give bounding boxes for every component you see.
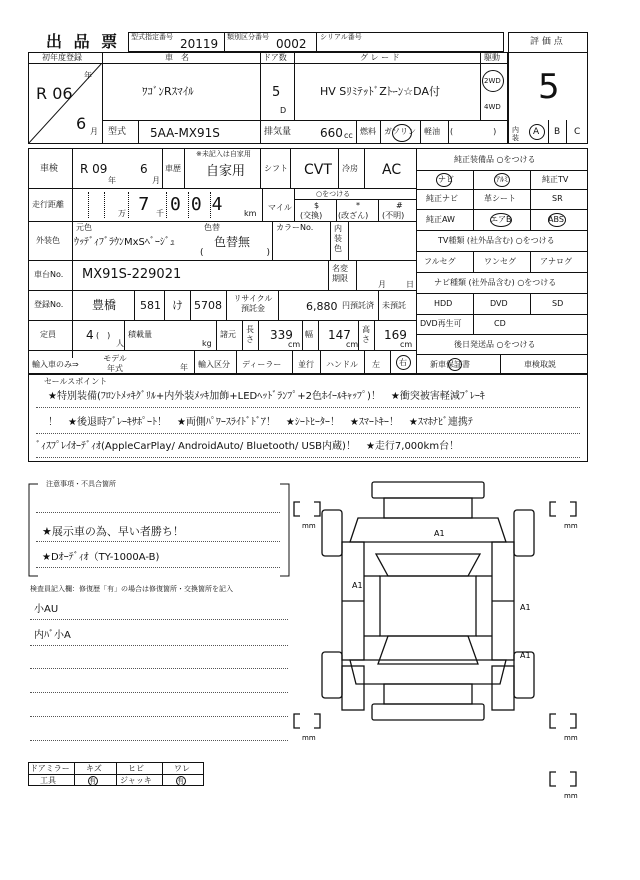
exch-label: (交換) (300, 211, 323, 220)
import-class-label: 輸入区分 (198, 360, 230, 369)
sen-unit: 千 (156, 209, 164, 218)
shaken-era: R 09 (80, 162, 108, 176)
first-reg-label: 初年度登録 (42, 53, 82, 62)
score-label: 評 価 点 (530, 37, 563, 47)
mm-label-fl: mm (302, 522, 316, 530)
doors-label: ドア数 (263, 53, 287, 62)
legend-jack-have: 有 (177, 777, 184, 785)
mileage-label: 走行距離 (32, 200, 64, 209)
transfer-label: 名変期限 (332, 264, 348, 283)
equip-tv: 純正TV (542, 175, 569, 184)
height: 169 (384, 328, 407, 342)
exch-sym: $ (314, 201, 320, 210)
first-reg-era: R 06 (36, 84, 73, 103)
recycle-status: 未預託 (382, 301, 406, 310)
recycle-unit: 円預託済 (342, 301, 374, 310)
legend-kizu: キズ (86, 764, 102, 773)
tv-title: TV種類 (社外品含む) ○をつける (438, 236, 555, 245)
sales-line-3: ﾞｨｽﾌﾟﾚｲｵｰﾃﾞｨｵ(AppleCarPlay/ AndroidAuto/ Bluetooth/ USB内蔵)！ ★走行7,000km台！ (36, 441, 460, 452)
first-reg-month-unit: 月 (90, 127, 98, 136)
unk-label: (不明) (382, 211, 405, 220)
fuel-blank: ( ) (450, 127, 497, 136)
notes-line-2: ★Dｵｰﾃﾞｨｵ（TY-1000A-B) (42, 552, 160, 563)
grade-label: グ レ ー ド (360, 53, 400, 62)
damage-mark-right-rear: A1 (520, 651, 531, 660)
reg-class: 581 (140, 299, 161, 312)
sales-label: セールスポイント (44, 377, 108, 386)
load-unit: kg (202, 339, 212, 348)
door-sub: D (280, 106, 287, 115)
model: 5AA-MX91S (150, 126, 220, 140)
shift-label: シフト (264, 164, 288, 173)
inspector-label: 検査員記入欄：修復歴「有」の場合は修復箇所・交換箇所を記入 (30, 585, 233, 593)
reg-label: 登録No. (34, 300, 64, 309)
legend-mirror: ドアミラー (30, 764, 70, 773)
load-label: 積載量 (128, 330, 152, 339)
legend-tools-have: 有 (89, 777, 96, 785)
drive-label: 駆動 (484, 53, 500, 62)
wid-label: 幅 (305, 330, 313, 339)
shaken-label: 車検 (40, 164, 59, 174)
mm-label-fr: mm (564, 522, 578, 530)
kai-label: (改ざん) (338, 211, 369, 220)
later-manual: 車検取説 (524, 360, 556, 369)
transfer-day: 日 (406, 280, 414, 289)
navi-title: ナビ種類 (社外品含む) ○をつける (434, 278, 557, 287)
mm-label-rr: mm (564, 734, 578, 742)
length: 339 (270, 328, 293, 342)
cool: AC (382, 162, 402, 178)
recycle-label: リサイクル預託金 (233, 294, 273, 313)
score-value: 5 (538, 67, 560, 107)
first-reg-year-unit: 年 (84, 71, 92, 80)
equip-airbag: エアB (490, 215, 512, 224)
later-warranty: 新車保証書 (430, 360, 470, 369)
mileage-man: 7 (138, 194, 150, 215)
color-note-label: 色替 (204, 223, 220, 232)
type-no: 20119 (180, 37, 219, 51)
type-no-label: 型式指定番号 (131, 33, 173, 41)
history-label: 車歴 (165, 164, 181, 173)
int-b: B (554, 127, 561, 137)
orig-color-label: 元色 (76, 223, 92, 232)
equip-alumi: ｱﾙﾐ (496, 175, 508, 184)
cat-no-label: 類別区分番号 (227, 33, 269, 41)
dvd-cd: CD (494, 319, 506, 328)
int-a: A (533, 127, 540, 137)
len-unit: cm (288, 340, 301, 349)
dim-label: 諸元 (220, 330, 236, 339)
capacity: 4 (86, 328, 94, 342)
shaken-year-unit: 年 (108, 176, 116, 185)
sales-line-2: ！ ★後退時ﾌﾞﾚｰｷｻﾎﾟｰﾄ！ ★両側ﾊﾟﾜｰｽﾗｲﾄﾞﾄﾞｱ！ ★ｼｰﾄﾋｰﾀｰ！ ★ｽﾏｰﾄｷｰ！ ★ｽﾏﾎﾅﾋﾞ連携ﾃ (48, 417, 473, 428)
car-name-label: 車 名 (165, 53, 189, 62)
disp-unit: cc (344, 131, 353, 140)
len-label: 長さ (246, 325, 254, 344)
chassis-no: MX91S-229021 (82, 267, 182, 282)
kai-sym: * (356, 201, 360, 210)
cool-label: 冷房 (342, 164, 358, 173)
disp-label: 排気量 (264, 127, 292, 137)
handle-left: 左 (372, 360, 380, 369)
equip-leather: 革シート (484, 194, 516, 203)
legend-tools: 工具 (40, 776, 56, 785)
capacity-paren: ( ) (96, 331, 111, 340)
reg-number: 5708 (194, 299, 222, 312)
sales-line-1: ★特別装備(ﾌﾛﾝﾄﾒｯｷｸﾞﾘﾙ+内外装ﾒｯｷ加飾+LEDﾍｯﾄﾞﾗﾝﾌﾟ+2色ﾎｲｰﾙｷｬｯﾌﾟ)！ ★衝突被害軽減ﾌﾞﾚｰｷ (48, 391, 485, 402)
later-title: 後日発送品 ○をつける (454, 340, 536, 349)
orig-color: ｳｯﾃﾞｨﾌﾞﾗｳﾝMxSﾍﾞｰｼﾞｭ (74, 237, 175, 248)
equip-abs: ABS (548, 215, 564, 224)
equip-title: 純正装備品 ○をつける (454, 155, 536, 164)
width: 147 (328, 328, 351, 342)
fuel-label: 燃料 (360, 127, 376, 136)
int-c: C (574, 127, 581, 137)
displacement: 660 (320, 126, 343, 140)
serial-label: シリアル番号 (320, 33, 362, 41)
cat-no: 0002 (276, 37, 307, 51)
handle-label: ハンドル (326, 360, 358, 369)
color-paren: ( ) (200, 248, 271, 258)
fuel-light: 軽油 (424, 127, 440, 136)
history-note: ※未記入は自家用 (196, 150, 251, 158)
hgt-unit: cm (400, 340, 413, 349)
first-reg-month: 6 (76, 114, 87, 133)
legend-ware: ワレ (174, 764, 190, 773)
navi-dvd: DVD (490, 299, 508, 308)
capacity-unit: 人 (116, 339, 124, 348)
notes-label: 注意事項・不具合箇所 (46, 480, 116, 488)
damage-mark-left: A1 (352, 581, 363, 590)
legend-jack: ジャッキ (120, 776, 152, 785)
import-label: 輸入車のみ⇒ (32, 360, 79, 369)
sheet-title: 出 品 票 (46, 32, 121, 51)
drive-2wd: 2WD (484, 77, 501, 85)
legend-hibi: ヒビ (128, 764, 144, 773)
navi-sd: SD (552, 299, 564, 308)
model-year-label: モデル年式 (103, 354, 127, 373)
inspector-line-1: 小AU (34, 604, 59, 615)
drive-4wd: 4WD (484, 103, 501, 111)
shift: CVT (304, 162, 332, 178)
damage-mark-hood: A1 (434, 529, 445, 538)
unk-sym: # (396, 201, 403, 210)
notes-line-1: ★展示車の為、早い者勝ち！ (42, 525, 184, 538)
int-label: 内装 (512, 126, 519, 142)
shaken-month: 6 (140, 162, 148, 176)
hgt-label: 高さ (362, 325, 370, 344)
doors: 5 (272, 85, 281, 100)
mile-label: マイル (268, 203, 292, 212)
reg-kana: け (172, 299, 183, 312)
color-change: 色替無 (214, 235, 251, 249)
mm-label-rl: mm (302, 734, 316, 742)
model-label: 型式 (108, 127, 127, 137)
reg-place: 豊橋 (92, 298, 117, 312)
history: 自家用 (206, 164, 246, 179)
grade: HV SﾘﾐﾃｯﾄﾞZﾄｰﾝ☆DA付 (320, 85, 440, 98)
dvd-label: DVD再生可 (420, 319, 462, 328)
recycle-amount: 6,880 (306, 300, 338, 313)
dealer-option: ディーラー (242, 360, 282, 369)
color-no-label: カラーNo. (276, 223, 314, 232)
mileage-sen: 004 (170, 194, 233, 215)
damage-mark-right-front: A1 (520, 603, 531, 612)
man-unit: 万 (118, 209, 126, 218)
model-year-unit: 年 (180, 363, 188, 372)
capacity-label: 定員 (40, 330, 56, 339)
color-label: 外装色 (36, 236, 60, 245)
mm-label-spare: mm (564, 792, 578, 800)
int-color-label: 内装色 (334, 224, 342, 253)
navi-hdd: HDD (434, 299, 453, 308)
tv-full: フルセグ (424, 257, 456, 266)
equip-navi: ナビ (438, 175, 454, 184)
equip-genuine-navi: 純正ナビ (426, 194, 458, 203)
equip-aw: 純正AW (426, 215, 455, 224)
equip-sr: SR (552, 194, 563, 203)
fuel-gas: ガソリン (384, 127, 416, 136)
tv-one: ワンセグ (484, 257, 516, 266)
inspector-line-2: 内ﾊﾞ小A (34, 630, 71, 641)
car-damage-diagram (288, 476, 598, 806)
shaken-month-unit: 月 (152, 176, 160, 185)
car-name: ﾜｺﾞﾝRｽﾏｲﾙ (142, 85, 194, 98)
km-unit: km (244, 209, 257, 218)
tv-analog: アナログ (540, 257, 572, 266)
mark-note: ○をつける (316, 190, 351, 198)
parallel-option: 並行 (298, 360, 314, 369)
wid-unit: cm (346, 340, 359, 349)
transfer-month: 月 (378, 280, 386, 289)
handle-right: 右 (399, 358, 407, 367)
chassis-label: 車台No. (34, 270, 64, 279)
